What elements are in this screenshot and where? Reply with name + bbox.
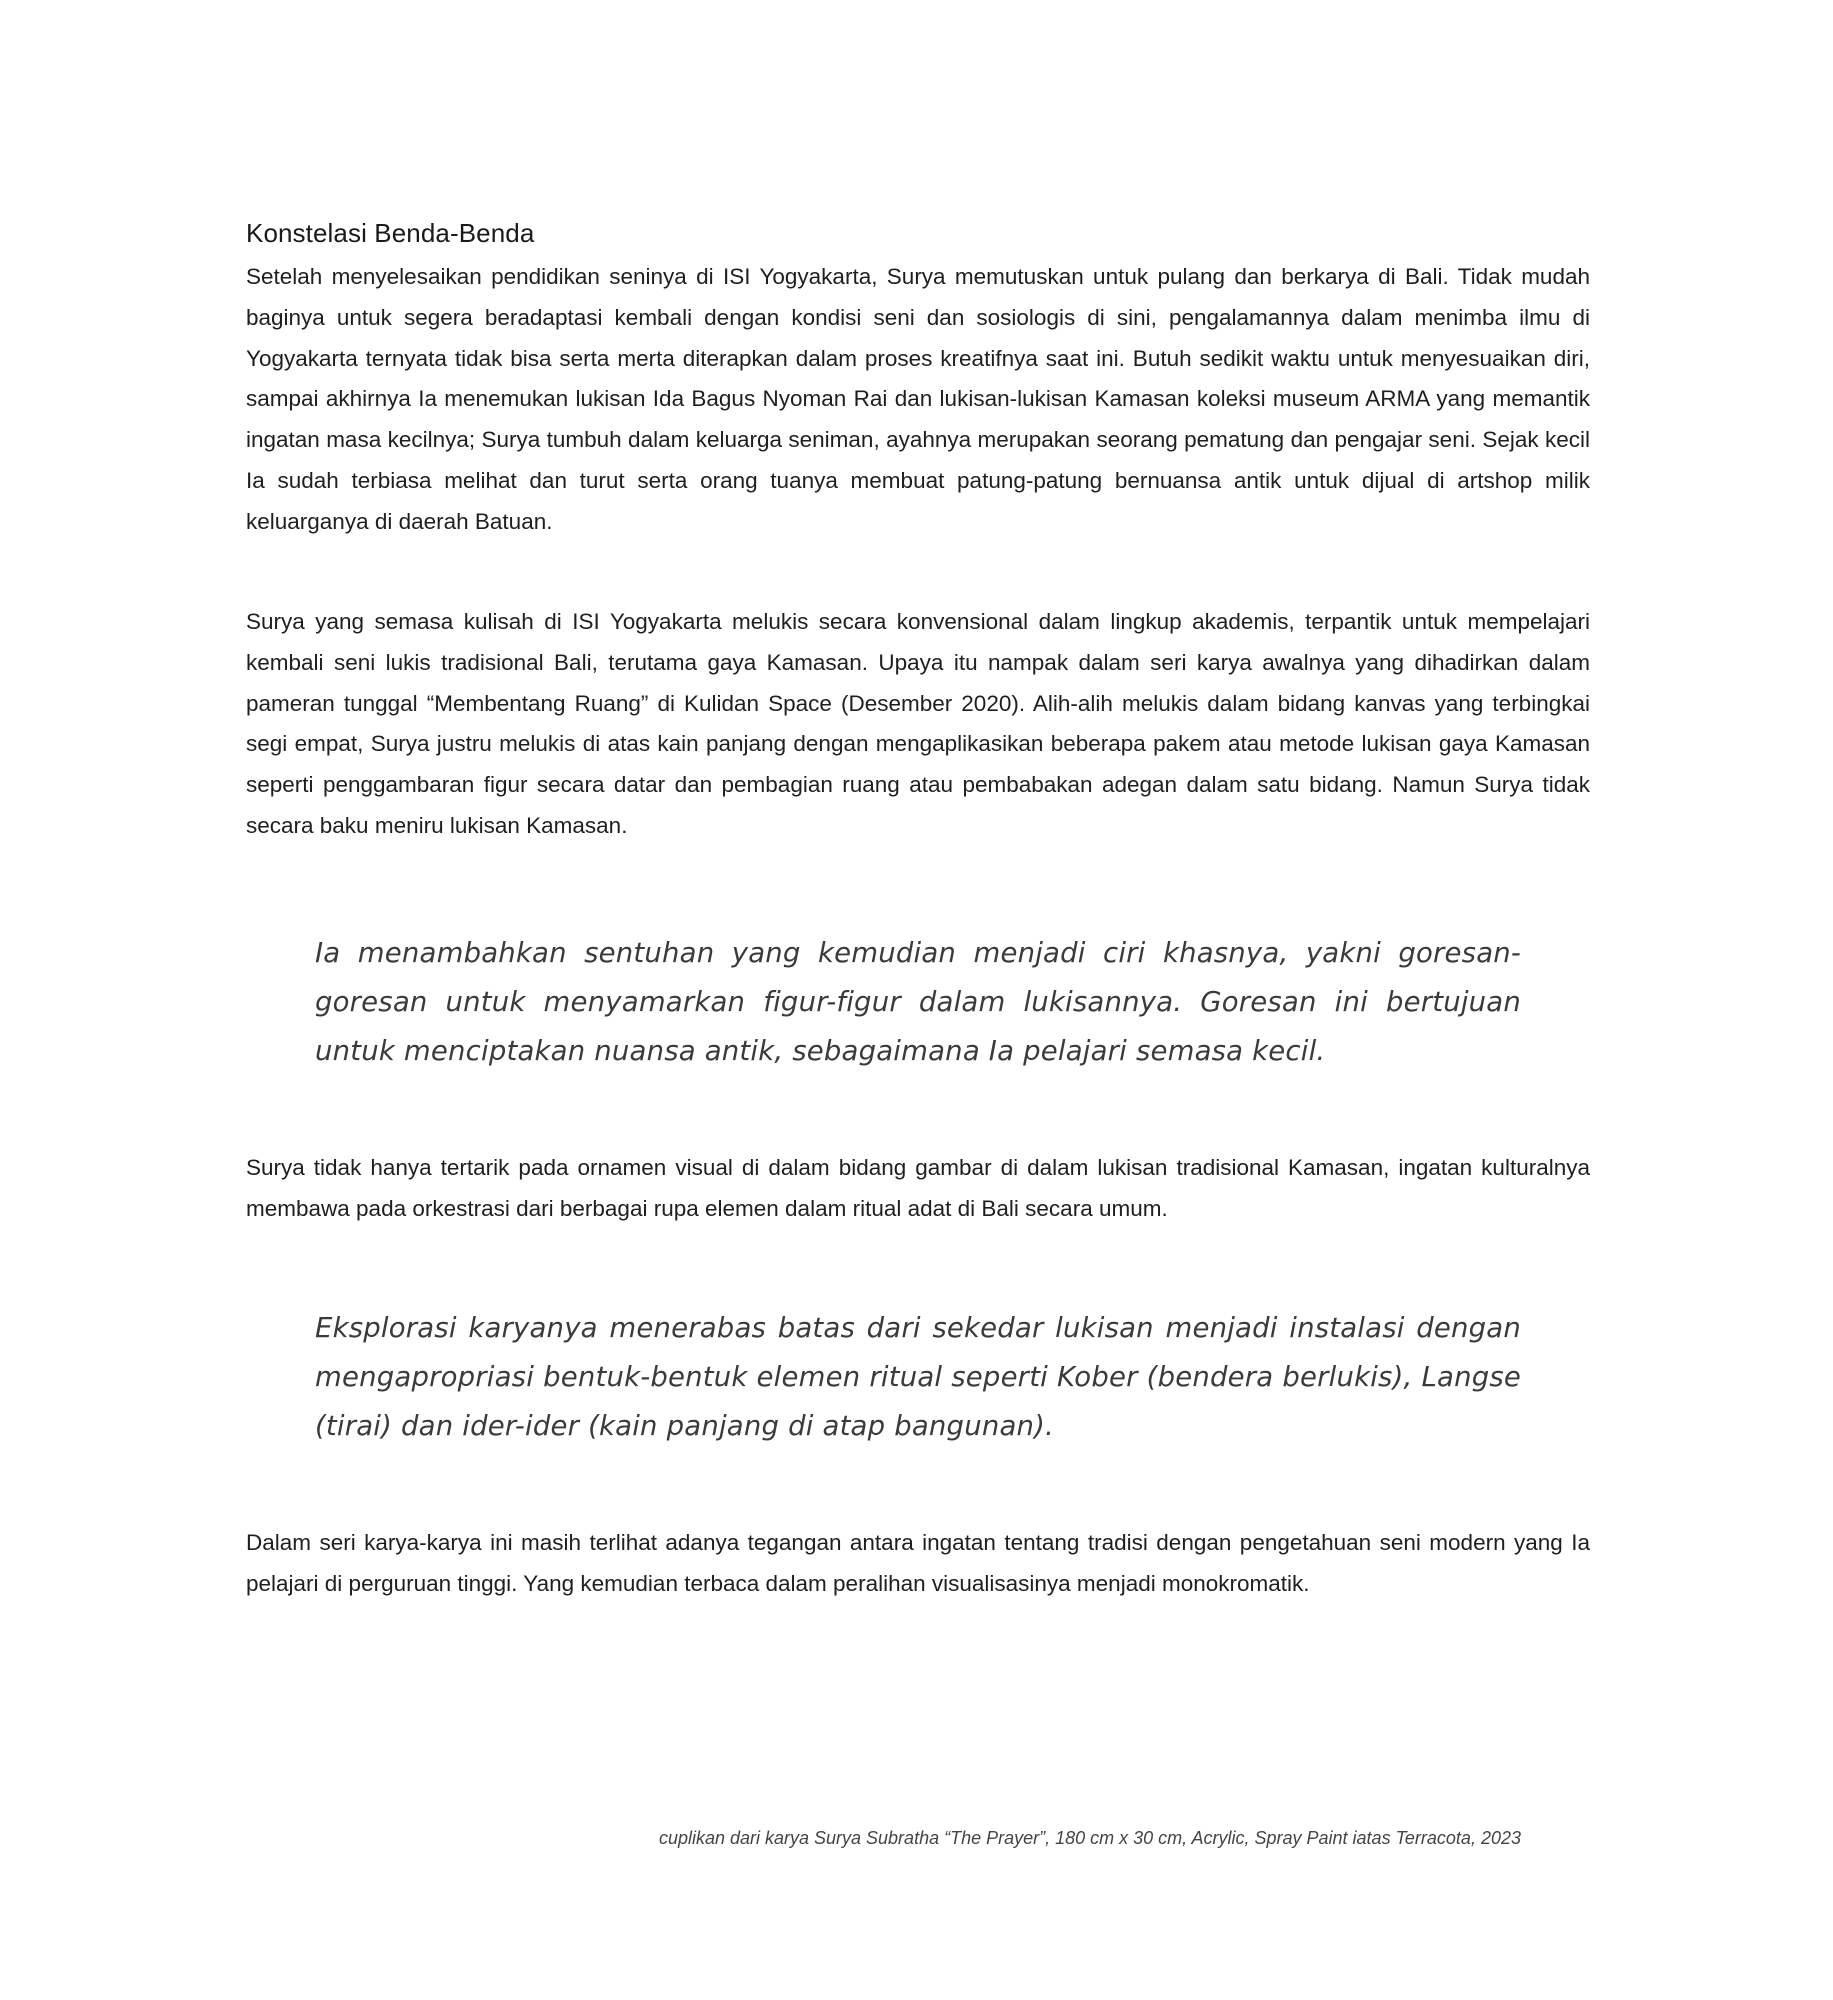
pull-quote-2: Eksplorasi karyanya menerabas batas dari sekedar lukisan menjadi instalasi dengan mengapropriasi bentuk-bentuk elemen ritual seperti Kober (bendera berlukis), Langse (tirai) dan ider-ider (kain panjang di atap bangunan). xyxy=(315,1312,1521,1442)
artwork-caption: cuplikan dari karya Surya Subratha “The Prayer”, 180 cm x 30 cm, Acrylic, Spray Paint iatas Terracota, 2023 xyxy=(658,1828,1521,1848)
section-heading: Konstelasi Benda-Benda xyxy=(246,218,535,248)
body-paragraph-4: Dalam seri karya-karya ini masih terlihat adanya tegangan antara ingatan tentang tradisi dengan pengetahuan seni modern yang Ia pelajari di perguruan tinggi. Yang kemudian terbaca dalam peralihan visualisasinya menjadi monokromatik. xyxy=(246,1530,1590,1596)
body-paragraph-3: Surya tidak hanya tertarik pada ornamen visual di dalam bidang gambar di dalam lukisan tradisional Kamasan, ingatan kulturalnya membawa pada orkestrasi dari berbagai rupa elemen dalam ritual adat di Bali secara umum. xyxy=(246,1155,1590,1221)
body-paragraph-2: Surya yang semasa kulisah di ISI Yogyakarta melukis secara konvensional dalam lingkup akademis, terpantik untuk mempelajari kembali seni lukis tradisional Bali, terutama gaya Kamasan. Upaya itu nampak dalam seri karya awalnya yang dihadirkan dalam pameran tunggal “Membentang Ruang” di Kulidan Space (Desember 2020). Alih-alih melukis dalam bidang kanvas yang terbingkai segi empat, Surya justru melukis di atas kain panjang dengan mengaplikasikan beberapa pakem atau metode lukisan gaya Kamasan seperti penggambaran figur secara datar dan pembagian ruang atau pembabakan adegan dalam satu bidang. Namun Surya tidak secara baku meniru lukisan Kamasan. xyxy=(246,609,1590,838)
pull-quote-1: Ia menambahkan sentuhan yang kemudian menjadi ciri khasnya, yakni goresan-goresan untuk menyamarkan figur-figur dalam lukisannya. Goresan ini bertujuan untuk menciptakan nuansa antik, sebagaimana Ia pelajari semasa kecil. xyxy=(315,937,1521,1067)
body-paragraph-1: Setelah menyelesaikan pendidikan seninya di ISI Yogyakarta, Surya memutuskan untuk pulang dan berkarya di Bali. Tidak mudah baginya untuk segera beradaptasi kembali dengan kondisi seni dan sosiologis di sini, pengalamannya dalam menimba ilmu di Yogyakarta ternyata tidak bisa serta merta diterapkan dalam proses kreatifnya saat ini. Butuh sedikit waktu untuk menyesuaikan diri, sampai akhirnya Ia menemukan lukisan Ida Bagus Nyoman Rai dan lukisan-lukisan Kamasan koleksi museum ARMA yang memantik ingatan masa kecilnya; Surya tumbuh dalam keluarga seniman, ayahnya merupakan seorang pematung dan pengajar seni. Sejak kecil Ia sudah terbiasa melihat dan turut serta orang tuanya membuat patung-patung bernuansa antik untuk dijual di artshop milik keluarganya di daerah Batuan. xyxy=(246,264,1590,534)
